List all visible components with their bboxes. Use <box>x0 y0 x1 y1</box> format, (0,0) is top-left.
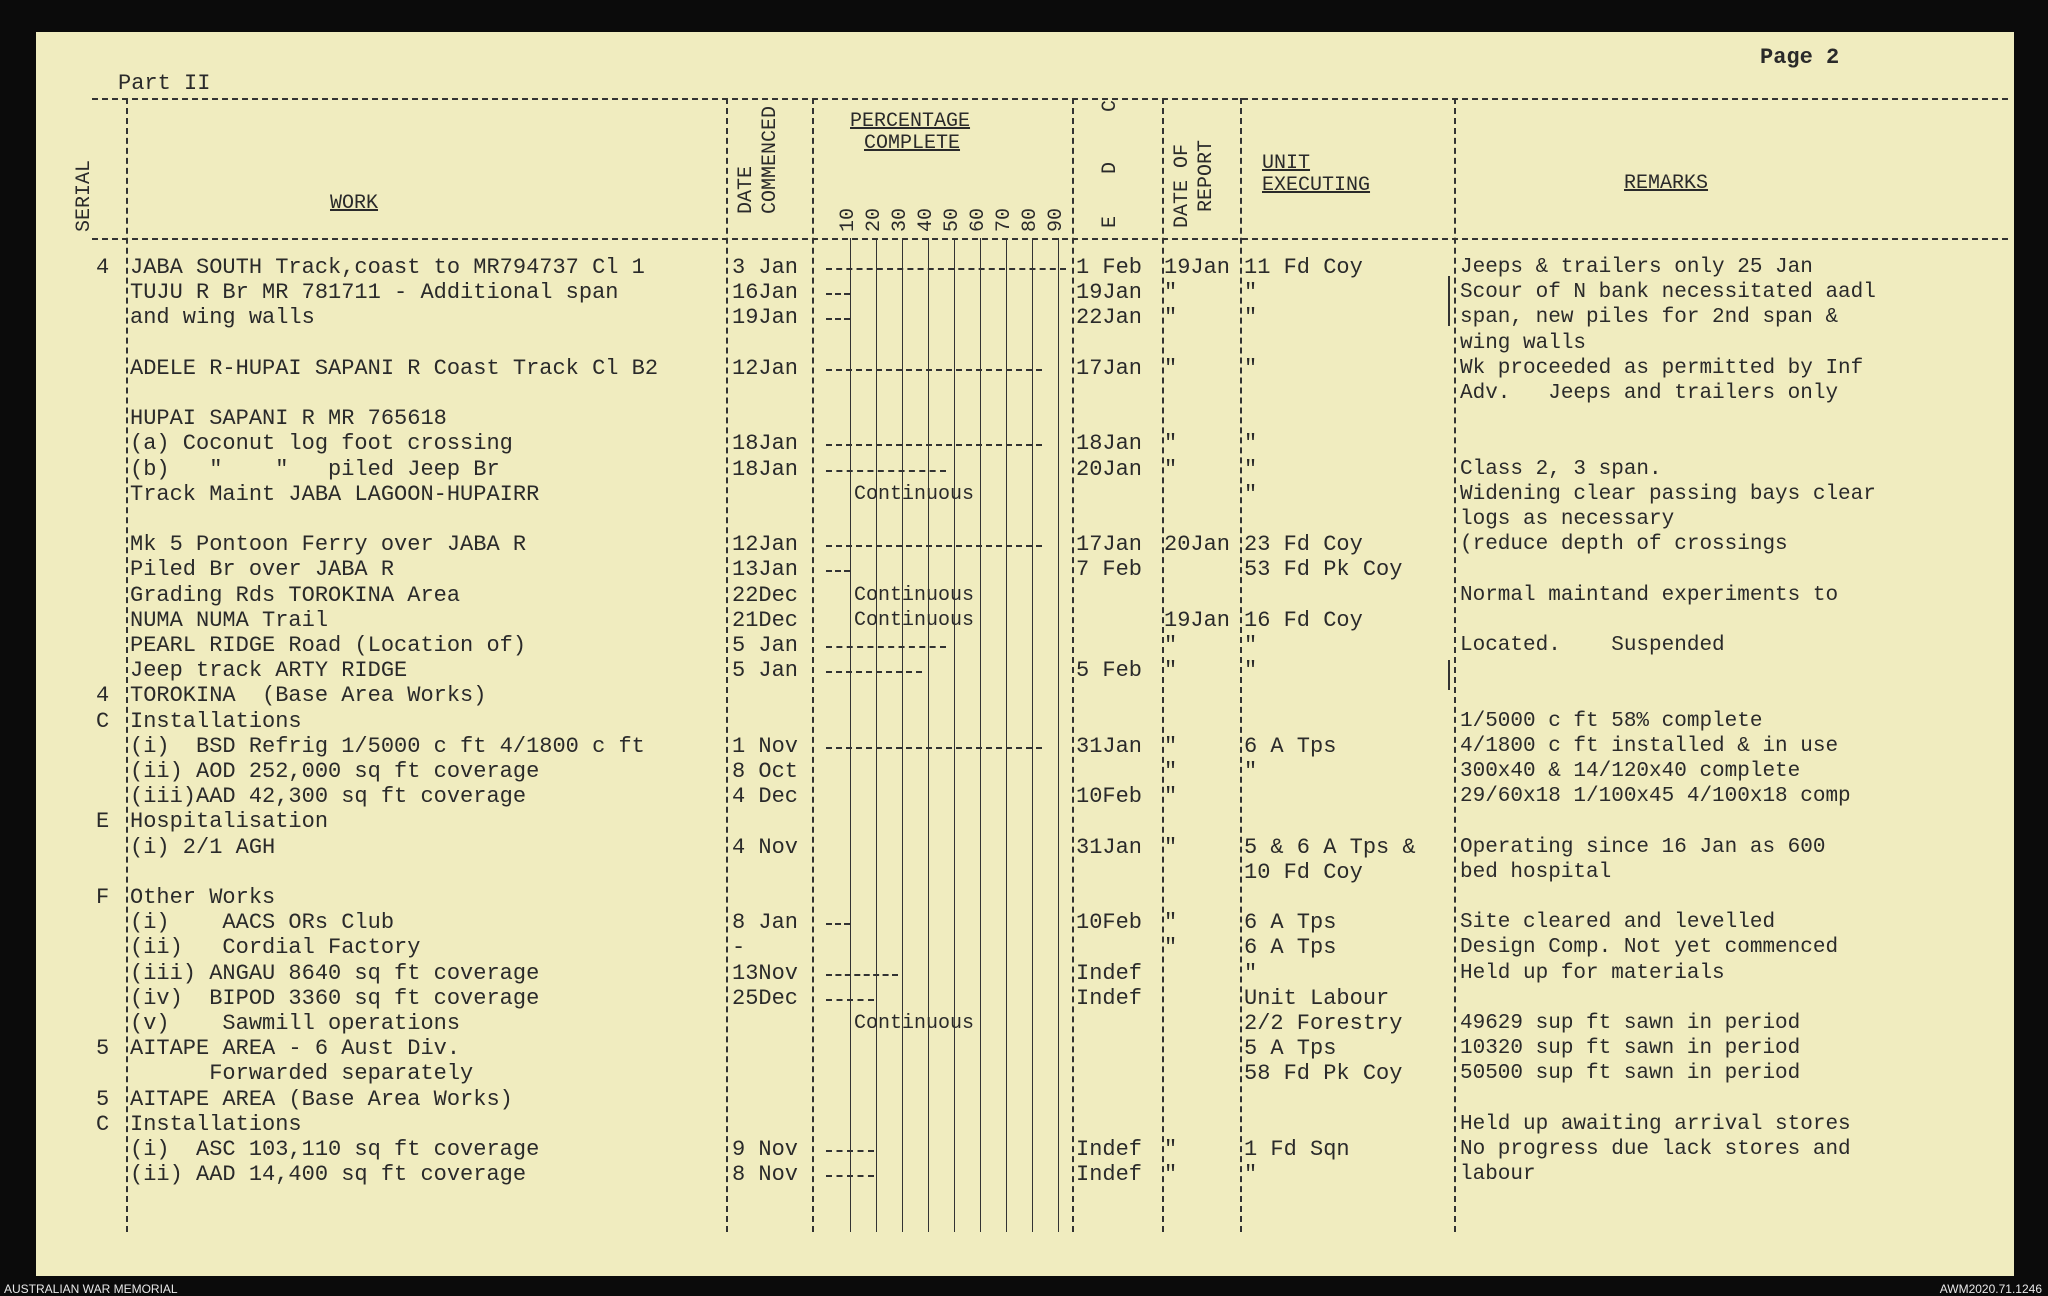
entry-report: " <box>1164 280 1178 305</box>
entry-unit: 53 Fd Pk Coy <box>1244 557 1403 582</box>
header-top-rule <box>92 98 2008 100</box>
progress-line <box>826 369 1042 371</box>
pct-grid-line <box>1032 238 1033 1232</box>
entry-work: AITAPE AREA (Base Area Works) <box>130 1087 513 1112</box>
entry-date: 21Dec <box>732 608 799 633</box>
pct-grid-line <box>850 238 851 1232</box>
entry-date: 18Jan <box>732 457 799 482</box>
entry-work: Hospitalisation <box>130 809 329 834</box>
pct-grid-line <box>902 238 903 1232</box>
entry-work: (i) 2/1 AGH <box>130 835 276 860</box>
entry-remark: logs as necessary <box>1460 508 1675 531</box>
col-report-2: REPORT <box>1195 139 1218 212</box>
entry-date: 9 Nov <box>732 1137 799 1162</box>
entry-work: (iv) BIPOD 3360 sq ft coverage <box>130 986 540 1011</box>
progress-line <box>826 923 850 925</box>
pct-tick-label: 60 <box>967 207 990 232</box>
entry-date: 8 Nov <box>732 1162 799 1187</box>
entry-remark: No progress due lack stores and <box>1460 1138 1851 1161</box>
entry-serial: 4 <box>96 683 110 708</box>
entry-work: (iii) ANGAU 8640 sq ft coverage <box>130 961 540 986</box>
col-unit-1: UNIT <box>1262 152 1311 175</box>
progress-line <box>826 974 898 976</box>
footer-right: AWM2020.71.1246 <box>1939 1282 2042 1296</box>
entry-edc: 1 Feb <box>1076 255 1143 280</box>
col-report-1: DATE OF <box>1171 143 1194 228</box>
entry-date: 19Jan <box>732 305 799 330</box>
entry-unit: 1 Fd Sqn <box>1244 1137 1350 1162</box>
entry-unit: " <box>1244 356 1258 381</box>
entry-work: TUJU R Br MR 781711 - Additional span <box>130 280 619 305</box>
pct-grid-line <box>980 238 981 1232</box>
entry-edc: 18Jan <box>1076 431 1143 456</box>
entry-note: Continuous <box>854 483 975 506</box>
entry-unit: 58 Fd Pk Coy <box>1244 1061 1403 1086</box>
entry-remark: Adv. Jeeps and trailers only <box>1460 382 1839 405</box>
pct-tick-label: 90 <box>1045 207 1068 232</box>
entry-unit: Unit Labour <box>1244 986 1390 1011</box>
entry-report: " <box>1164 457 1178 482</box>
entry-remark: Held up for materials <box>1460 962 1725 985</box>
col-pct-1: PERCENTAGE <box>850 110 971 133</box>
entry-work: Installations <box>130 1112 302 1137</box>
entry-date: 25Dec <box>732 986 799 1011</box>
entry-work: (iii)AAD 42,300 sq ft coverage <box>130 784 527 809</box>
entry-work: Mk 5 Pontoon Ferry over JABA R <box>130 532 527 557</box>
entry-work: (i) ASC 103,110 sq ft coverage <box>130 1137 540 1162</box>
entry-unit: " <box>1244 658 1258 683</box>
entry-report: " <box>1164 784 1178 809</box>
entry-remark: Wk proceeded as permitted by Inf <box>1460 357 1864 380</box>
entry-edc: 7 Feb <box>1076 557 1143 582</box>
entry-remark: 49629 sup ft sawn in period <box>1460 1012 1801 1035</box>
entry-date: 4 Dec <box>732 784 799 809</box>
entry-unit: 16 Fd Coy <box>1244 608 1363 633</box>
col-pct-2: COMPLETE <box>864 132 961 155</box>
entry-report: " <box>1164 431 1178 456</box>
pct-tick-label: 20 <box>863 207 886 232</box>
entry-work: (i) AACS ORs Club <box>130 910 395 935</box>
pct-grid-line <box>928 238 929 1232</box>
entry-work: TOROKINA (Base Area Works) <box>130 683 487 708</box>
entry-edc: Indef <box>1076 986 1143 1011</box>
entry-edc: Indef <box>1076 961 1143 986</box>
entry-edc: 31Jan <box>1076 734 1143 759</box>
entry-work: Forwarded separately <box>130 1061 474 1086</box>
entry-report: " <box>1164 835 1178 860</box>
col-date-commenced-2: COMMENCED <box>759 105 782 214</box>
entry-unit: " <box>1244 280 1258 305</box>
entry-work: (a) Coconut log foot crossing <box>130 431 513 456</box>
pct-tick-label: 70 <box>993 207 1016 232</box>
entry-edc: Indef <box>1076 1162 1143 1187</box>
entry-date: 1 Nov <box>732 734 799 759</box>
entry-edc: 20Jan <box>1076 457 1143 482</box>
entry-work: (ii) AAD 14,400 sq ft coverage <box>130 1162 527 1187</box>
entry-work: Grading Rds TOROKINA Area <box>130 583 461 608</box>
col-sep <box>126 98 128 1232</box>
entry-note: Continuous <box>854 1012 975 1035</box>
entry-unit: 5 & 6 A Tps & <box>1244 835 1416 860</box>
entry-work: Piled Br over JABA R <box>130 557 395 582</box>
entry-remark: 300x40 & 14/120x40 complete <box>1460 760 1801 783</box>
entry-report: " <box>1164 1137 1178 1162</box>
entry-remark: wing walls <box>1460 332 1587 355</box>
entry-report: " <box>1164 734 1178 759</box>
entry-date: 8 Jan <box>732 910 799 935</box>
entry-report: " <box>1164 633 1178 658</box>
entry-serial: 4 <box>96 255 110 280</box>
entry-date: 16Jan <box>732 280 799 305</box>
col-work: WORK <box>330 192 379 215</box>
entry-unit: " <box>1244 1162 1258 1187</box>
entry-remark: Design Comp. Not yet commenced <box>1460 936 1839 959</box>
col-sep <box>812 98 814 1232</box>
entry-note: Continuous <box>854 584 975 607</box>
entry-remark: 4/1800 c ft installed & in use <box>1460 735 1839 758</box>
entry-work: ADELE R-HUPAI SAPANI R Coast Track Cl B2 <box>130 356 659 381</box>
entry-remark: Located. Suspended <box>1460 634 1725 657</box>
pct-tick-label: 50 <box>941 207 964 232</box>
entry-report: " <box>1164 759 1178 784</box>
remark-bracket <box>1448 276 1450 326</box>
entry-unit: " <box>1244 482 1258 507</box>
progress-line <box>826 1150 874 1152</box>
entry-edc: 19Jan <box>1076 280 1143 305</box>
col-sep <box>726 98 728 1232</box>
progress-line <box>826 293 850 295</box>
progress-line <box>826 646 946 648</box>
part-label: Part II <box>118 71 211 96</box>
entry-date: 3 Jan <box>732 255 799 280</box>
entry-report: " <box>1164 305 1178 330</box>
entry-date: 18Jan <box>732 431 799 456</box>
entry-unit: " <box>1244 431 1258 456</box>
entry-remark: labour <box>1460 1163 1536 1186</box>
entry-edc: 22Jan <box>1076 305 1143 330</box>
entry-unit: 11 Fd Coy <box>1244 255 1363 280</box>
entry-unit: " <box>1244 457 1258 482</box>
entry-date: 13Jan <box>732 557 799 582</box>
entry-report: 20Jan <box>1164 532 1231 557</box>
entry-work: JABA SOUTH Track,coast to MR794737 Cl 1 <box>130 255 645 280</box>
page-number: Page 2 <box>1760 45 1840 70</box>
col-serial: SERIAL <box>73 159 96 232</box>
col-unit-2: EXECUTING <box>1262 174 1371 197</box>
entry-remark: Jeeps & trailers only 25 Jan <box>1460 256 1813 279</box>
entry-date: 8 Oct <box>732 759 799 784</box>
entry-remark: 29/60x18 1/100x45 4/100x18 comp <box>1460 785 1851 808</box>
entry-edc: 10Feb <box>1076 784 1143 809</box>
entry-unit: " <box>1244 759 1258 784</box>
entry-date: 12Jan <box>732 532 799 557</box>
col-sep <box>1240 98 1242 1232</box>
entry-serial: C <box>96 1112 110 1137</box>
entry-work: AITAPE AREA - 6 Aust Div. <box>130 1036 461 1061</box>
progress-line <box>826 1175 874 1177</box>
entry-remark: span, new piles for 2nd span & <box>1460 306 1839 329</box>
entry-remark: (reduce depth of crossings <box>1460 533 1788 556</box>
entry-serial: E <box>96 809 110 834</box>
entry-report: " <box>1164 935 1178 960</box>
progress-line <box>826 545 1042 547</box>
entry-remark: Widening clear passing bays clear <box>1460 483 1876 506</box>
entry-unit: 10 Fd Coy <box>1244 860 1363 885</box>
entry-remark: Held up awaiting arrival stores <box>1460 1113 1851 1136</box>
entry-unit: 5 A Tps <box>1244 1036 1337 1061</box>
entry-serial: C <box>96 709 110 734</box>
pct-tick-label: 40 <box>915 207 938 232</box>
entry-serial: 5 <box>96 1087 110 1112</box>
entry-edc: 10Feb <box>1076 910 1143 935</box>
entry-work: (b) " " piled Jeep Br <box>130 457 500 482</box>
entry-report: " <box>1164 1162 1178 1187</box>
col-edc-c: C <box>1099 99 1122 112</box>
remark-bracket <box>1448 660 1450 690</box>
entry-edc: Indef <box>1076 1137 1143 1162</box>
entry-work: (ii) AOD 252,000 sq ft coverage <box>130 759 540 784</box>
col-edc-d: D <box>1099 161 1122 174</box>
col-date-commenced-1: DATE <box>735 165 758 214</box>
entry-remark: Operating since 16 Jan as 600 <box>1460 836 1826 859</box>
entry-remark: 1/5000 c ft 58% complete <box>1460 710 1763 733</box>
pct-grid-line <box>1058 238 1059 1232</box>
entry-date: - <box>732 935 746 960</box>
entry-work: (i) BSD Refrig 1/5000 c ft 4/1800 c ft <box>130 734 645 759</box>
entry-note: Continuous <box>854 609 975 632</box>
progress-line <box>826 470 946 472</box>
entry-work: Other Works <box>130 885 276 910</box>
entry-unit: " <box>1244 961 1258 986</box>
progress-line <box>826 444 1042 446</box>
progress-line <box>826 570 850 572</box>
header-bottom-rule <box>92 238 2008 240</box>
pct-tick-label: 10 <box>837 207 860 232</box>
entry-date: 5 Jan <box>732 633 799 658</box>
progress-line <box>826 671 922 673</box>
entry-work: NUMA NUMA Trail <box>130 608 329 633</box>
entry-unit: 6 A Tps <box>1244 910 1337 935</box>
pct-grid-line <box>876 238 877 1232</box>
entry-work: Jeep track ARTY RIDGE <box>130 658 408 683</box>
entry-remark: Site cleared and levelled <box>1460 911 1776 934</box>
entry-date: 5 Jan <box>732 658 799 683</box>
entry-remark: Normal maintand experiments to <box>1460 584 1839 607</box>
entry-unit: 6 A Tps <box>1244 734 1337 759</box>
entry-work: (v) Sawmill operations <box>130 1011 461 1036</box>
entry-unit: 23 Fd Coy <box>1244 532 1363 557</box>
entry-edc: 17Jan <box>1076 532 1143 557</box>
col-remarks: REMARKS <box>1624 172 1709 195</box>
entry-date: 22Dec <box>732 583 799 608</box>
entry-remark: Class 2, 3 span. <box>1460 458 1662 481</box>
entry-edc: 31Jan <box>1076 835 1143 860</box>
entry-unit: 2/2 Forestry <box>1244 1011 1403 1036</box>
col-sep <box>1072 98 1074 1232</box>
entry-unit: " <box>1244 305 1258 330</box>
pct-tick-label: 80 <box>1019 207 1042 232</box>
entry-work: Installations <box>130 709 302 734</box>
entry-work: and wing walls <box>130 305 315 330</box>
progress-line <box>826 318 850 320</box>
progress-line <box>826 747 1042 749</box>
entry-edc: 5 Feb <box>1076 658 1143 683</box>
entry-unit: " <box>1244 633 1258 658</box>
entry-report: 19Jan <box>1164 255 1231 280</box>
pct-tick-label: 30 <box>889 207 912 232</box>
entry-work: PEARL RIDGE Road (Location of) <box>130 633 527 658</box>
entry-date: 12Jan <box>732 356 799 381</box>
entry-report: 19Jan <box>1164 608 1231 633</box>
entry-remark: 10320 sup ft sawn in period <box>1460 1037 1801 1060</box>
entry-unit: 6 A Tps <box>1244 935 1337 960</box>
entry-report: " <box>1164 658 1178 683</box>
pct-grid-line <box>1006 238 1007 1232</box>
col-sep <box>1454 98 1456 1232</box>
entry-remark: bed hospital <box>1460 861 1612 884</box>
progress-line <box>826 268 1066 270</box>
entry-edc: 17Jan <box>1076 356 1143 381</box>
entry-date: 13Nov <box>732 961 799 986</box>
entry-serial: 5 <box>96 1036 110 1061</box>
entry-work: Track Maint JABA LAGOON-HUPAIRR <box>130 482 540 507</box>
entry-serial: F <box>96 885 110 910</box>
col-edc-e: E <box>1099 215 1122 228</box>
pct-grid-line <box>954 238 955 1232</box>
entry-date: 4 Nov <box>732 835 799 860</box>
entry-work: HUPAI SAPANI R MR 765618 <box>130 406 447 431</box>
entry-work: (ii) Cordial Factory <box>130 935 421 960</box>
entry-remark: Scour of N bank necessitated aadl <box>1460 281 1876 304</box>
entry-report: " <box>1164 356 1178 381</box>
entry-report: " <box>1164 910 1178 935</box>
document-sheet <box>36 32 2014 1276</box>
entry-remark: 50500 sup ft sawn in period <box>1460 1062 1801 1085</box>
progress-line <box>826 999 874 1001</box>
footer-left: AUSTRALIAN WAR MEMORIAL <box>4 1282 178 1296</box>
